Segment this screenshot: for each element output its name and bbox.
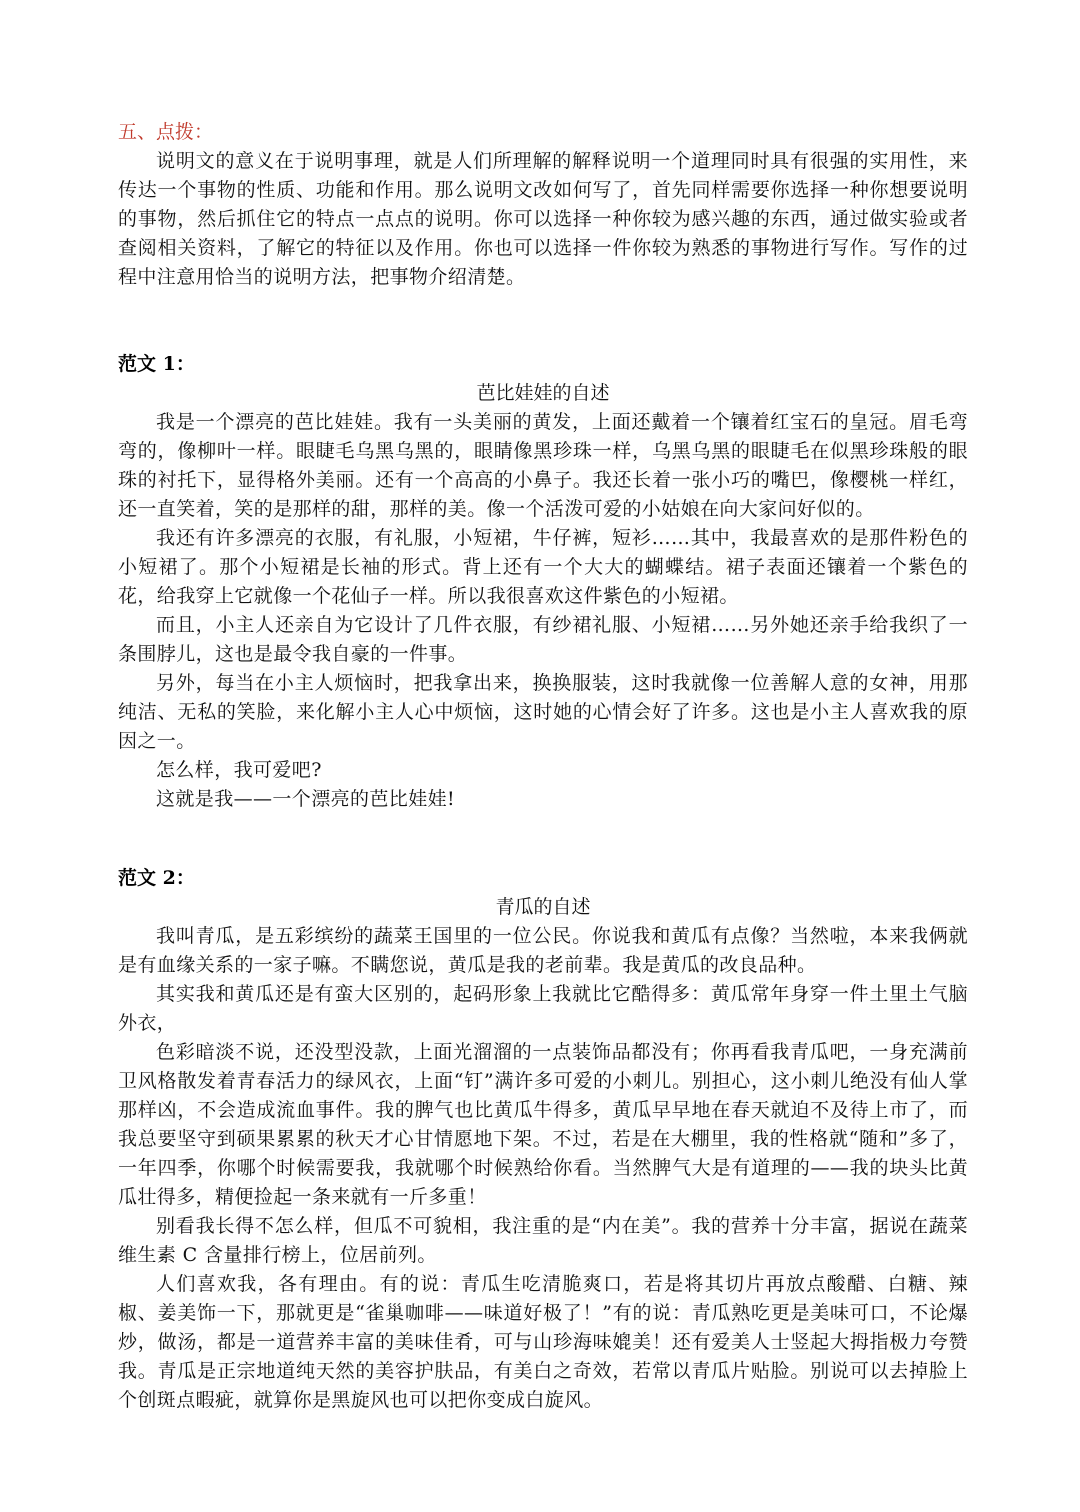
example-1-paragraph: 怎么样，我可爱吧? [156,759,322,781]
tips-paragraph: 说明文的意义在于说明事理，就是人们所理解的解释说明一个道理同时具有很强的实用性，来传达一个事物的性质、功能和作用。那么说明文改如何写了，首先同样需要你选择一种你想要说明的事物，然后抓住它的特点一点点的说明。你可以选择一种你较为感兴趣的东西，通过做实验或者查阅相关资料，了解它的特征以及作用。你也可以选择一件你较为熟悉的事物进行写作。写作的过程中注意用恰当的说明方法，把事物介绍清楚。 [118,150,968,288]
example-1-title: 芭比娃娃的自述 [476,382,610,404]
spacer [118,292,968,350]
example-1-paragraph: 另外，每当在小主人烦恼时，把我拿出来，换换服装，这时我就像一位善解人意的女神，用那纯洁、无私的笑脸，来化解小主人心中烦恼，这时她的心情会好了许多。这也是小主人喜欢我的原因之一。 [118,672,968,752]
example-1-heading: 范文 1： [118,353,195,375]
example-1-paragraph: 而且，小主人还亲自为它设计了几件衣服，有纱裙礼服、小短裙……另外她还亲手给我织了一条围脖儿，这也是最令我自豪的一件事。 [118,614,968,665]
example-1-paragraph: 我是一个漂亮的芭比娃娃。我有一头美丽的黄发，上面还戴着一个镶着红宝石的皇冠。眉毛弯弯的，像柳叶一样。眼睫毛乌黑乌黑的，眼睛像黑珍珠一样，乌黑乌黑的眼睫毛在似黑珍珠般的眼珠的衬托下，显得格外美丽。还有一个高高的小鼻子。我还长着一张小巧的嘴巴，像樱桃一样红，还一直笑着，笑的是那样的甜，那样的美。像一个活泼可爱的小姑娘在向大家问好似的。 [118,411,968,520]
example-1-paragraph: 这就是我——一个漂亮的芭比娃娃! [156,788,456,810]
example-2-paragraph: 人们喜欢我，各有理由。有的说：青瓜生吃清脆爽口，若是将其切片再放点酸醋、白糖、辣椒、姜美饰一下，那就更是“雀巢咖啡——味道好极了！”有的说：青瓜熟吃更是美味可口，不论爆炒，做汤，都是一道营养丰富的美味佳肴，可与山珍海味媲美！还有爱美人士竖起大拇指极力夸赞我。青瓜是正宗地道纯天然的美容护肤品，有美白之奇效，若常以青瓜片贴脸。别说可以去掉脸上个创斑点暇疵，就算你是黑旋风也可以把你变成白旋风。 [118,1273,968,1411]
example-1-paragraph: 我还有许多漂亮的衣服，有礼服，小短裙，牛仔裤，短衫……其中，我最喜欢的是那件粉色的小短裙了。那个小短裙是长袖的形式。背上还有一个大大的蝴蝶结。裙子表面还镶着一个紫色的花，给我穿上它就像一个花仙子一样。所以我很喜欢这件紫色的小短裙。 [118,527,968,607]
example-2-paragraph: 我叫青瓜，是五彩缤纷的蔬菜王国里的一位公民。你说我和黄瓜有点像？当然啦，本来我俩就是有血缘关系的一家子嘛。不瞒您说，黄瓜是我的老前辈。我是黄瓜的改良品种。 [118,925,968,976]
example-2-title: 青瓜的自述 [495,896,591,918]
document-page [118,118,968,1415]
example-2-heading: 范文 2： [118,867,195,889]
section-heading-tips: 五、点拨： [118,121,214,143]
spacer [118,814,968,864]
example-2-paragraph: 别看我长得不怎么样，但瓜不可貌相，我注重的是“内在美”。我的营养十分丰富，据说在蔬菜维生素 C 含量排行榜上，位居前列。 [118,1215,968,1266]
example-2-paragraph: 其实我和黄瓜还是有蛮大区别的，起码形象上我就比它酷得多：黄瓜常年身穿一件土里土气脑外衣， [118,983,968,1034]
example-2-paragraph: 色彩暗淡不说，还没型没款，上面光溜溜的一点装饰品都没有；你再看我青瓜吧，一身充满前卫风格散发着青春活力的绿风衣，上面“钉”满许多可爱的小刺儿。别担心，这小刺儿绝没有仙人掌那样凶，不会造成流血事件。我的脾气也比黄瓜牛得多，黄瓜早早地在春天就迫不及待上市了，而我总要坚守到硕果累累的秋天才心甘情愿地下架。不过，若是在大棚里，我的性格就“随和”多了，一年四季，你哪个时候需要我，我就哪个时候熟给你看。当然脾气大是有道理的——我的块头比黄瓜壮得多，精便捡起一条来就有一斤多重！ [118,1041,968,1208]
